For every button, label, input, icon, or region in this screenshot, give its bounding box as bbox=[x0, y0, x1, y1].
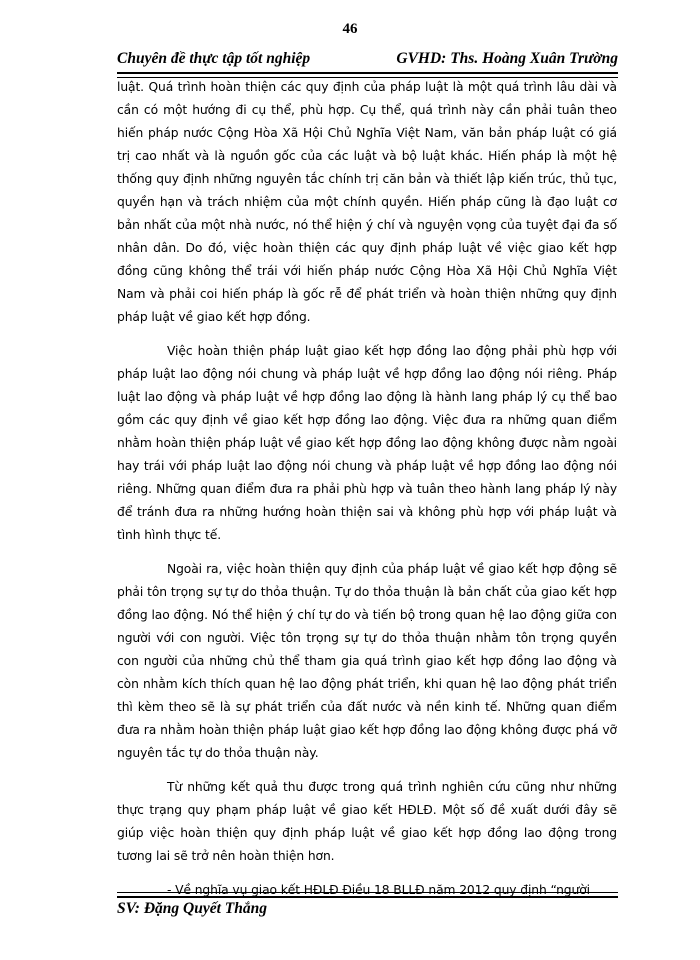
header-advisor: GVHD: Ths. Hoàng Xuân Trường bbox=[396, 50, 618, 67]
document-body bbox=[117, 76, 617, 902]
footer-divider bbox=[117, 892, 618, 898]
paragraph-2: Việc hoàn thiện pháp luật giao kết hợp đồng lao động phải phù hợp với pháp luật lao động nói chung và pháp luật về hợp đồng lao động nói riêng. Pháp luật lao động và pháp luật về hợp đồng lao động là hành lang pháp lý cụ thể bao gồm các quy định về giao kết hợp đồng lao động. Việc đưa ra những quan điểm nhằm hoàn thiện pháp luật về giao kết hợp đồng lao động không được nằm ngoài hay trái với pháp luật lao động nói chung và pháp luật về hợp đồng lao động nói riêng. Những quan điểm đưa ra phải phù hợp và tuân theo hành lang pháp lý này để tránh đưa ra những hướng hoàn thiện sai và không phù hợp với pháp luật và tình hình thực tế. bbox=[117, 344, 617, 542]
paragraph-1: luật. Quá trình hoàn thiện các quy định của pháp luật là một quá trình lâu dài và cần có một hướng đi cụ thể, phù hợp. Cụ thể, quá trình này cần phải tuân theo hiến pháp nước Cộng Hòa Xã Hội Chủ Nghĩa Việt Nam, văn bản pháp luật có giá trị cao nhất và là nguồn gốc của các luật và bộ luật khác. Hiến pháp là một hệ thống quy định những nguyên tắc chính trị căn bản và thiết lập kiến trúc, thủ tục, quyền hạn và trách nhiệm của một chính quyền. Hiến pháp cũng là đạo luật cơ bản nhất của một nhà nước, nó thể hiện ý chí và nguyện vọng của tuyệt đại đa số nhân dân. Do đó, việc hoàn thiện các quy định pháp luật về việc giao kết hợp đồng cũng không thể trái với hiến pháp nước Cộng Hòa Xã Hội Chủ Nghĩa Việt Nam và phải coi hiến pháp là gốc rễ để phát triển và hoàn thiện những quy định pháp luật về giao kết hợp đồng. bbox=[117, 80, 617, 324]
header-title: Chuyên đề thực tập tốt nghiệp bbox=[117, 50, 311, 67]
page-number: 46 bbox=[342, 21, 358, 37]
paragraph-4: Từ những kết quả thu được trong quá trình nghiên cứu cũng như những thực trạng quy phạm pháp luật về giao kết HĐLĐ. Một số đề xuất dưới đây sẽ giúp việc hoàn thiện quy định pháp luật về giao kết hợp đồng lao động trong tương lai sẽ trở nên hoàn thiện hơn. bbox=[117, 780, 617, 863]
paragraph-3: Ngoài ra, việc hoàn thiện quy định của pháp luật về giao kết hợp động sẽ phải tôn trọng sự tự do thỏa thuận. Tự do thỏa thuận là bản chất của giao kết hợp đồng lao động. Nó thể hiện ý chí tự do và tiến bộ trong quan hệ lao động giữa con người với con người. Việc tôn trọng sự tự do thỏa thuận nhằm tôn trọng quyền con người của những chủ thể tham gia quá trình giao kết hợp đồng lao động và còn nhằm kích thích quan hệ lao động phát triển, khi quan hệ lao động phát triển thì kèm theo sẽ là sự phát triển của đất nước và nền kinh tế. Những quan điểm đưa ra nhằm hoàn thiện pháp luật giao kết hợp đồng lao động không được phá vỡ nguyên tắc tự do thỏa thuận này. bbox=[117, 562, 617, 760]
footer-student: SV: Đặng Quyết Thắng bbox=[117, 900, 267, 917]
paragraph-5: - Về nghĩa vụ giao kết HĐLĐ Điều 18 BLLĐ năm 2012 quy định “người bbox=[167, 883, 590, 897]
